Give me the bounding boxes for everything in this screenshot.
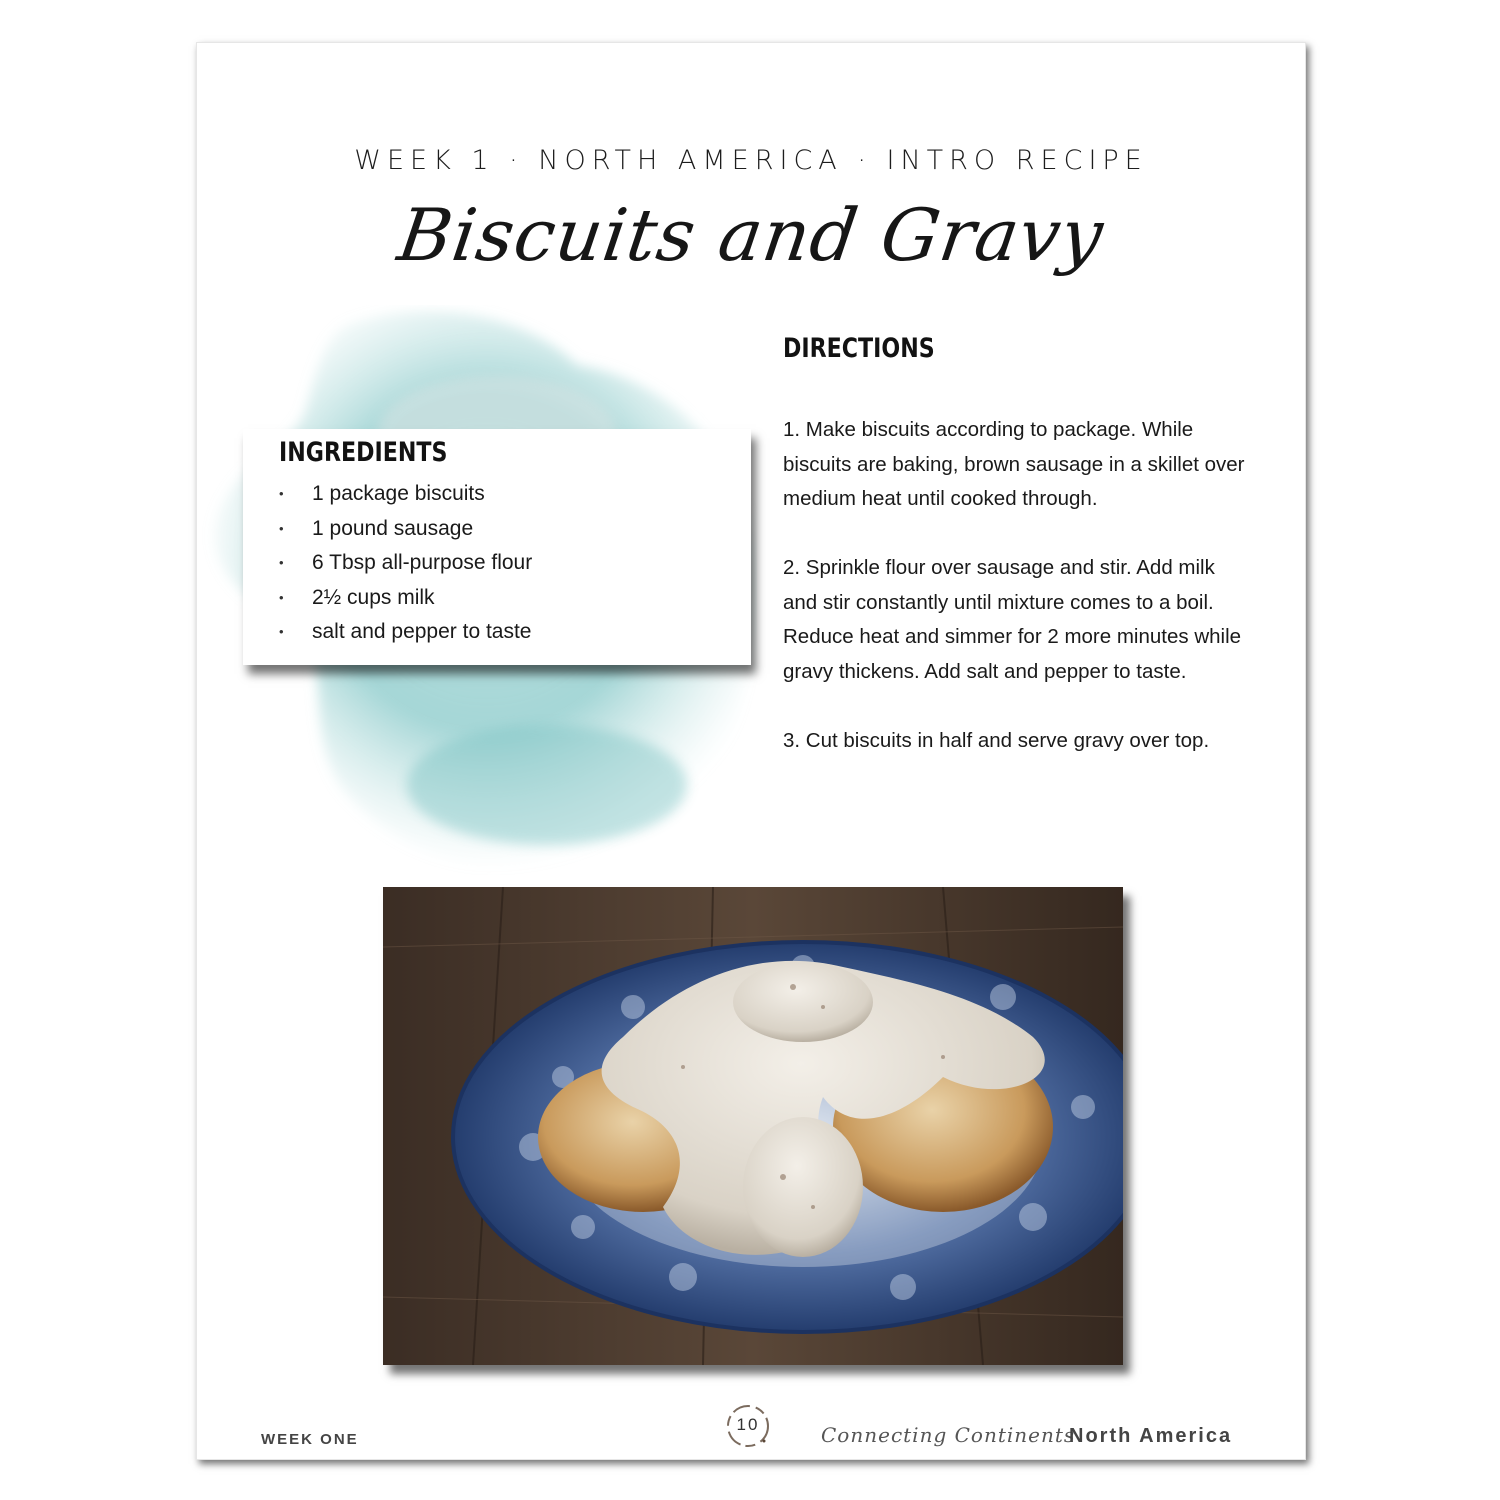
ingredient-item: • salt and pepper to taste — [279, 615, 532, 650]
directions-body — [783, 413, 1253, 793]
recipe-kicker: WEEK 1 · NORTH AMERICA · INTRO RECIPE — [354, 145, 1148, 176]
page-number-badge — [723, 1401, 773, 1451]
direction-step: 2. Sprinkle flour over sausage and stir. Add milk and stir constantly until mixture comes to a boil. Reduce heat and simmer for 2 more minutes while gravy thickens. Add salt and pepper to taste. — [783, 556, 1242, 683]
footer-series-title: Connecting Continents — [821, 1423, 1076, 1447]
direction-step: 3. Cut biscuits in half and serve gravy over top. — [783, 728, 1210, 752]
recipe-title: Biscuits and Gravy — [393, 193, 1109, 277]
ingredient-item: • 1 package biscuits — [279, 477, 532, 512]
direction-step: 1. Make biscuits according to package. While biscuits are baking, brown sausage in a skillet over medium heat until cooked through. — [783, 418, 1245, 510]
footer-week-label: WEEK ONE — [261, 1431, 359, 1448]
ingredient-item: • 6 Tbsp all-purpose flour — [279, 546, 532, 581]
biscuits-gravy-photo — [383, 887, 1123, 1365]
ingredients-list — [279, 477, 532, 650]
ingredients-card — [243, 429, 751, 665]
ingredient-item: • 2½ cups milk — [279, 581, 532, 616]
ingredient-item: • 1 pound sausage — [279, 512, 532, 547]
recipe-page — [196, 42, 1306, 1460]
ingredients-heading: INGREDIENTS — [279, 437, 448, 468]
page-number: 10 — [736, 1415, 760, 1434]
directions-heading: DIRECTIONS — [783, 333, 935, 364]
footer-region: North America — [1069, 1425, 1233, 1447]
